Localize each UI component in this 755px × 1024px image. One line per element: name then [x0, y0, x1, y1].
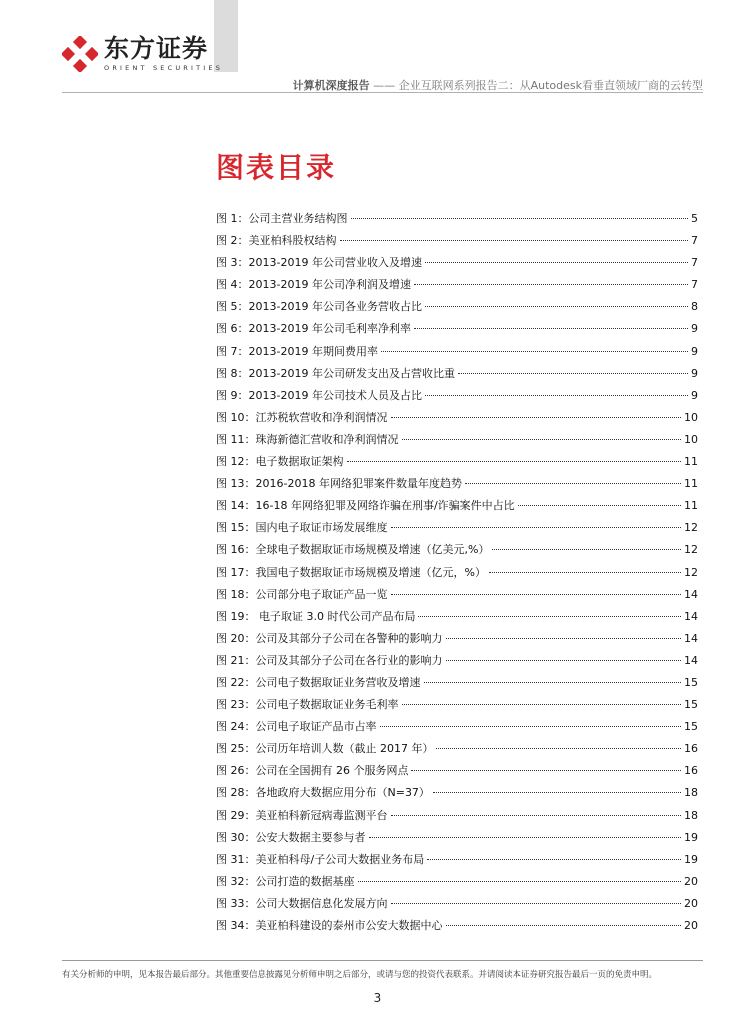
toc-entry-page: 18 — [684, 808, 698, 822]
toc-entry-label: 图 15：国内电子取证市场发展维度 — [216, 521, 388, 535]
toc-entry-label: 图 11：珠海新德汇营收和净利润情况 — [216, 432, 399, 446]
toc-entry[interactable] — [216, 762, 698, 784]
toc-entry-leader — [425, 395, 688, 396]
toc-entry[interactable] — [216, 276, 698, 298]
toc-entry-leader — [424, 682, 682, 683]
report-subtitle: 企业互联网系列报告二：从Autodesk看垂直领域厂商的云转型 — [398, 79, 703, 92]
toc-entry-leader — [465, 483, 681, 484]
toc-entry-leader — [418, 616, 681, 617]
toc-entry[interactable] — [216, 519, 698, 541]
toc-entry[interactable] — [216, 409, 698, 431]
toc-entry-leader — [433, 792, 681, 793]
toc-entry-leader — [391, 903, 682, 904]
toc-entry-page: 18 — [684, 786, 698, 800]
toc-entry-page: 16 — [684, 764, 698, 778]
toc-entry-leader — [436, 748, 681, 749]
toc-entry-leader — [391, 594, 682, 595]
toc-entry-label: 图 18：公司部分电子取证产品一览 — [216, 587, 388, 601]
toc-entry-page: 20 — [684, 919, 698, 932]
toc-entry-leader — [347, 461, 682, 462]
toc-entry-page: 14 — [684, 653, 698, 667]
toc-entry-label: 图 32：公司打造的数据基座 — [216, 874, 355, 888]
toc-entry[interactable] — [216, 917, 698, 939]
header-divider — [62, 92, 703, 93]
header-title — [293, 77, 703, 93]
toc-entry-label: 图 10：江苏税软营收和净利润情况 — [216, 410, 388, 424]
toc-entry-page: 14 — [684, 609, 698, 623]
toc-entry[interactable] — [216, 652, 698, 674]
toc-entry[interactable] — [216, 895, 698, 917]
toc-entry-page: 5 — [691, 212, 698, 225]
toc-entry-page: 9 — [691, 366, 698, 380]
toc-entry-leader — [425, 262, 688, 263]
toc-entry-page: 20 — [684, 874, 698, 888]
toc-entry[interactable] — [216, 453, 698, 475]
toc-entry-label: 图 4：2013-2019 年公司净利润及增速 — [216, 278, 411, 292]
toc-entry-page: 14 — [684, 587, 698, 601]
toc-entry[interactable] — [216, 298, 698, 320]
toc-entry-page: 9 — [691, 322, 698, 336]
toc-entry[interactable] — [216, 343, 698, 365]
toc-entry-page: 19 — [684, 852, 698, 866]
toc-entry-label: 图 19： 电子取证 3.0 时代公司产品布局 — [216, 609, 416, 623]
toc-entry-page: 11 — [684, 477, 698, 491]
toc-entry-leader — [458, 373, 688, 374]
toc-entry-leader — [351, 218, 689, 219]
toc-entry-label: 图 20：公司及其部分子公司在各警种的影响力 — [216, 631, 443, 645]
toc-entry-label: 图 16：全球电子数据取证市场规模及增速（亿美元,%） — [216, 543, 490, 557]
toc-entry-leader — [391, 815, 682, 816]
brand-name-en: ORIENT SECURITIES — [104, 64, 224, 72]
toc-entry-page: 9 — [691, 344, 698, 358]
toc-entry[interactable] — [216, 829, 698, 851]
toc-entry-leader — [402, 704, 682, 705]
toc-entry-leader — [391, 417, 682, 418]
toc-entry[interactable] — [216, 387, 698, 409]
toc-entry-page: 10 — [684, 432, 698, 446]
toc-entry[interactable] — [216, 564, 698, 586]
toc-entry-leader — [402, 439, 682, 440]
toc-entry-leader — [380, 726, 682, 727]
toc-entry-leader — [446, 660, 682, 661]
toc-entry-label: 图 7：2013-2019 年期间费用率 — [216, 344, 378, 358]
toc-entry-page: 19 — [684, 830, 698, 844]
toc-entry-leader — [446, 638, 682, 639]
toc-entry-leader — [414, 284, 688, 285]
toc-entry[interactable] — [216, 586, 698, 608]
toc-entry[interactable] — [216, 807, 698, 829]
toc-entry-label: 图 12：电子数据取证架构 — [216, 455, 344, 469]
toc-list — [216, 210, 698, 939]
toc-entry[interactable] — [216, 873, 698, 895]
toc-entry[interactable] — [216, 696, 698, 718]
toc-entry-leader — [358, 881, 682, 882]
toc-entry-leader — [489, 572, 681, 573]
toc-title: 图表目录 — [216, 151, 337, 184]
toc-entry-page: 12 — [684, 543, 698, 557]
toc-entry[interactable] — [216, 475, 698, 497]
report-type: 计算机深度报告 — [292, 79, 370, 92]
toc-entry[interactable] — [216, 365, 698, 387]
toc-entry[interactable] — [216, 541, 698, 563]
toc-entry[interactable] — [216, 608, 698, 630]
toc-entry-page: 8 — [691, 300, 698, 314]
toc-entry-page: 20 — [684, 896, 698, 910]
toc-entry-leader — [414, 328, 688, 329]
footer-disclaimer: 有关分析师的申明，见本报告最后部分。其他重要信息披露见分析师申明之后部分，或请与您的投资代表联系。并请阅读本证券研究报告最后一页的免责申明。 — [62, 970, 658, 980]
toc-entry-page: 7 — [691, 278, 698, 292]
brand-logo — [62, 36, 223, 72]
toc-entry-leader — [427, 859, 681, 860]
toc-entry-label: 图 24：公司电子取证产品市占率 — [216, 720, 377, 734]
toc-entry-label: 图 21：公司及其部分子公司在各行业的影响力 — [216, 653, 443, 667]
toc-entry-label: 图 22：公司电子数据取证业务营收及增速 — [216, 675, 421, 689]
toc-entry-label: 图 1：公司主营业务结构图 — [216, 212, 348, 225]
toc-entry-page: 9 — [691, 388, 698, 402]
toc-entry[interactable] — [216, 497, 698, 519]
toc-entry-page: 15 — [684, 675, 698, 689]
toc-entry-leader — [446, 925, 682, 926]
toc-entry-label: 图 29：美亚柏科新冠病毒监测平台 — [216, 808, 388, 822]
toc-entry-leader — [492, 549, 681, 550]
toc-entry-label: 图 5：2013-2019 年公司各业务营收占比 — [216, 300, 422, 314]
toc-entry-page: 12 — [684, 521, 698, 535]
toc-entry-leader — [518, 505, 681, 506]
toc-entry-page: 15 — [684, 698, 698, 712]
toc-entry-label: 图 23：公司电子数据取证业务毛利率 — [216, 698, 399, 712]
brand-name-cn: 东方证券 — [104, 34, 209, 63]
toc-entry-page: 12 — [684, 565, 698, 579]
toc-entry-page: 14 — [684, 631, 698, 645]
toc-entry-label: 图 30：公安大数据主要参与者 — [216, 830, 366, 844]
header-separator: —— — [373, 79, 396, 92]
toc-entry[interactable] — [216, 320, 698, 342]
toc-entry-leader — [340, 240, 689, 241]
toc-entry-leader — [425, 306, 688, 307]
toc-entry-page: 11 — [684, 455, 698, 469]
toc-entry-leader — [411, 770, 681, 771]
toc-entry[interactable] — [216, 254, 698, 276]
toc-entry[interactable] — [216, 851, 698, 873]
toc-entry-label: 图 28：各地政府大数据应用分布（N=37） — [216, 786, 430, 800]
page-number: 3 — [373, 991, 382, 1005]
toc-entry-label: 图 14：16-18 年网络犯罪及网络诈骗在刑事/诈骗案件中占比 — [216, 499, 515, 513]
toc-entry-label: 图 26：公司在全国拥有 26 个服务网点 — [216, 764, 409, 778]
toc-entry-label: 图 6：2013-2019 年公司毛利率净利率 — [216, 322, 411, 336]
toc-entry-leader — [391, 527, 682, 528]
toc-entry[interactable] — [216, 630, 698, 652]
toc-entry-label: 图 2：美亚柏科股权结构 — [216, 234, 337, 248]
toc-entry[interactable] — [216, 232, 698, 254]
toc-entry[interactable] — [216, 718, 698, 740]
toc-entry[interactable] — [216, 784, 698, 806]
toc-entry-leader — [381, 351, 688, 352]
toc-entry-label: 图 25：公司历年培训人数（截止 2017 年） — [216, 742, 434, 756]
toc-entry-page: 16 — [684, 742, 698, 756]
toc-entry[interactable] — [216, 674, 698, 696]
toc-entry-page: 7 — [691, 234, 698, 248]
orient-securities-logo-icon — [62, 36, 98, 72]
toc-entry-label: 图 9：2013-2019 年公司技术人员及占比 — [216, 388, 422, 402]
toc-entry-label: 图 33：公司大数据信息化发展方向 — [216, 896, 388, 910]
toc-entry-page: 10 — [684, 410, 698, 424]
toc-entry-page: 15 — [684, 720, 698, 734]
toc-entry-label: 图 3：2013-2019 年公司营业收入及增速 — [216, 256, 422, 270]
toc-entry-label: 图 13：2016-2018 年网络犯罪案件数量年度趋势 — [216, 477, 462, 491]
toc-entry[interactable] — [216, 210, 698, 232]
toc-entry-label: 图 17：我国电子数据取证市场规模及增速（亿元，%） — [216, 565, 486, 579]
toc-entry-page: 11 — [684, 499, 698, 513]
toc-entry[interactable] — [216, 431, 698, 453]
toc-entry-label: 图 31：美亚柏科母/子公司大数据业务布局 — [216, 852, 425, 866]
footer-divider — [62, 960, 703, 961]
toc-entry-page: 7 — [691, 256, 698, 270]
toc-entry-label: 图 8：2013-2019 年公司研发支出及占营收比重 — [216, 366, 455, 380]
toc-entry-leader — [369, 837, 682, 838]
toc-entry[interactable] — [216, 740, 698, 762]
toc-entry-label: 图 34：美亚柏科建设的泰州市公安大数据中心 — [216, 919, 443, 932]
